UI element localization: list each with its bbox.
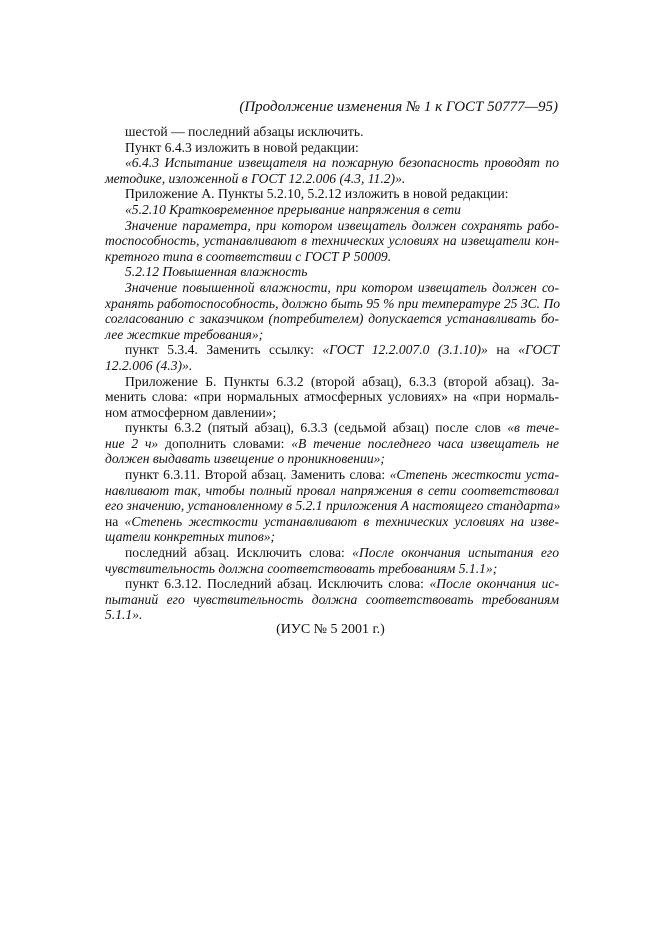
quote-text: щатели конкретных типов»; xyxy=(105,529,276,545)
text-run: на xyxy=(105,513,125,529)
quote-text: «5.2.10 Кратковременное прерывание напряжения в сети xyxy=(125,201,461,217)
text-line xyxy=(105,249,559,265)
text-line xyxy=(105,529,559,545)
quote-text: навливают так, чтобы полный провал напряжения в сети соответствовал xyxy=(105,482,559,498)
text-line xyxy=(105,420,559,436)
text-line xyxy=(105,592,559,608)
document-body xyxy=(105,124,559,623)
text-line: Приложение А. Пункты 5.2.10, 5.2.12 изложить в новой редакции: xyxy=(125,186,509,202)
text-line xyxy=(105,498,559,514)
quote-text: ние 2 ч» xyxy=(105,435,159,451)
quote-text: чувствительность должна соответствовать требованиям 5.1.1»; xyxy=(105,560,498,576)
text-line xyxy=(105,311,559,327)
quote-text: 5.1.1». xyxy=(105,607,143,623)
quote-text: 12.2.006 (4.3)». xyxy=(105,357,193,373)
quote-text: «После окончания испытания его xyxy=(352,545,559,561)
text-line xyxy=(105,607,559,623)
quote-text: тоспособность, устанавливают в технических условиях на извещатели кон- xyxy=(105,233,559,249)
continuation-header: (Продолжение изменения № 1 к ГОСТ 50777—95) xyxy=(239,99,558,115)
quote-text: «После окончания ис- xyxy=(429,576,559,592)
text-line xyxy=(105,358,559,374)
quote-text: 5.2.12 Повышенная влажность xyxy=(125,264,308,280)
text-line: ном атмосферном давлении»; xyxy=(105,404,277,420)
quote-text: «Степень жесткости уста- xyxy=(389,467,559,483)
text-line xyxy=(105,451,559,467)
text-line xyxy=(105,545,559,561)
quote-text: кретного типа в соответствии с ГОСТ Р 50009. xyxy=(105,248,392,264)
text-line xyxy=(105,218,559,234)
text-line: шестой — последний абзацы исключить. xyxy=(125,124,364,139)
text-line xyxy=(105,436,559,452)
quote-text: Значение повышенной влажности, при котором извещатель должен со- xyxy=(125,279,559,295)
quote-text: хранять работоспособность, должно быть 95 % при температуре 25 ЗС. По xyxy=(105,295,561,311)
text-run: пункт 5.3.4. Заменить ссылку: xyxy=(125,342,323,358)
text-line xyxy=(105,561,559,577)
quote-text: Значение параметра, при котором извещатель должен сохранять рабо- xyxy=(125,217,559,233)
quote-text: согласованию с заказчиком (потребителем) допускается устанавливать бо- xyxy=(105,311,559,327)
text-line xyxy=(105,514,559,530)
text-line xyxy=(105,296,559,312)
text-line xyxy=(105,233,559,249)
quote-text: его значению, установленному в 5.2.1 приложения А настоящего стандарта» xyxy=(105,498,561,514)
text-run: пункт 6.3.11. Второй абзац. Заменить слова: xyxy=(125,467,390,483)
quote-text: «В течение последнего часа извещатель не xyxy=(291,435,559,451)
text-run: пункты 6.3.2 (пятый абзац), 6.3.3 (седьмой абзац) после слов xyxy=(125,420,508,436)
text-line xyxy=(105,342,559,358)
text-line: Пункт 6.4.3 изложить в новой редакции: xyxy=(125,139,359,155)
text-line xyxy=(105,155,559,171)
text-line xyxy=(105,467,559,483)
quote-text: методике, изложенной в ГОСТ 12.2.006 (4.3, 11.2)». xyxy=(105,170,406,186)
text-line xyxy=(105,576,559,592)
text-run: пункт 6.3.12. Последний абзац. Исключить слова: xyxy=(125,576,430,592)
text-line xyxy=(105,280,559,296)
text-line xyxy=(105,171,559,187)
text-run: на xyxy=(487,342,519,358)
quote-text: «ГОСТ xyxy=(518,342,560,358)
text-line xyxy=(105,327,559,343)
text-line xyxy=(105,483,559,499)
quote-text: «ГОСТ 12.2.007.0 (3.1.10)» xyxy=(322,342,488,358)
quote-text: пытаний его чувствительность должна соответствовать требованиям xyxy=(105,591,559,607)
quote-text: должен выдавать извещение о проникновении»; xyxy=(105,451,385,467)
text-run: дополнить словами: xyxy=(158,435,292,451)
text-run: последний абзац. Исключить слова: xyxy=(125,545,353,561)
quote-text: «в тече- xyxy=(507,420,559,436)
text-line: менить слова: «при нормальных атмосферных условиях» на «при нормаль- xyxy=(105,389,559,405)
quote-text: «Степень жесткости устанавливают в технических условиях на изве- xyxy=(124,513,559,529)
text-line: Приложение Б. Пункты 6.3.2 (второй абзац), 6.3.3 (второй абзац). За- xyxy=(125,373,559,389)
text-line xyxy=(105,264,559,280)
text-line xyxy=(105,202,559,218)
quote-text: лее жесткие требования»; xyxy=(105,326,264,342)
quote-text: «6.4.3 Испытание извещателя на пожарную безопасность проводят по xyxy=(125,155,559,171)
source-reference: (ИУС № 5 2001 г.) xyxy=(276,622,385,637)
